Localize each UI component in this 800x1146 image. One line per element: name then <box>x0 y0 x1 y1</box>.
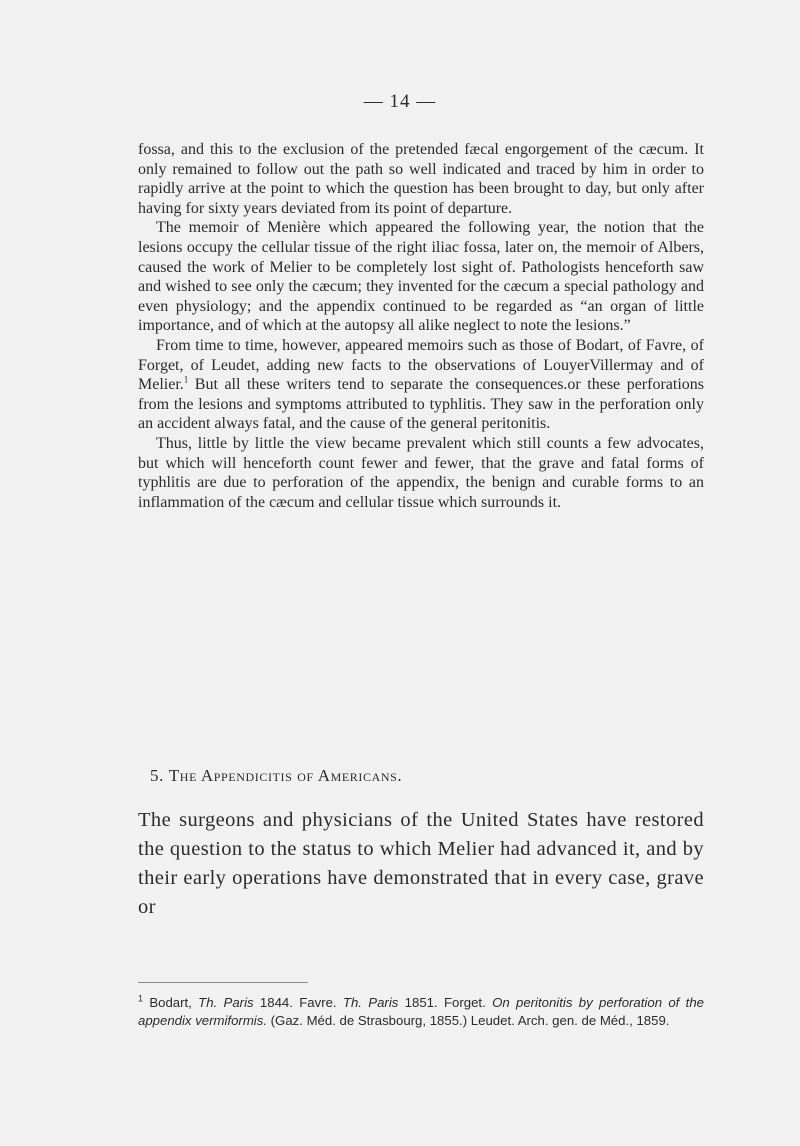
large-print-paragraph <box>138 806 704 922</box>
paragraph-2: The memoir of Menière which appeared the following year, the notion that the lesions occupy the cellular tissue of the right iliac fossa, later on, the memoir of Albers, caused the work of Melier to be completely lost sight of. Pathologists henceforth saw and wished to see only the cæcum; they invented for the cæcum a special pathology and even physiology; and the appendix continued to be regarded as “an organ of little importance, and of which at the autopsy all alike neglect to note the lesions.” <box>138 219 704 335</box>
paragraph-3-text: From time to time, however, appeared memoirs such as those of Bodart, of Favre, of Forget, of Leudet, adding new facts to the observations of LouyerVillermay and of Melier. <box>138 336 704 394</box>
footnote-reference: 1 <box>183 374 189 385</box>
paragraph-3 <box>138 336 704 434</box>
footnote-title: Th. Paris <box>198 995 254 1010</box>
footnote-text: 1844. Favre. <box>253 995 343 1010</box>
paragraph-4: Thus, little by little the view became prevalent which still counts a few advocates, but which will henceforth count fewer and fewer, that the grave and fatal forms of typhlitis are due to perforation of the appendix, the benign and curable forms to an inflammation of the cæcum and cellular tissue which surrounds it. <box>138 434 704 511</box>
body-text <box>138 140 704 512</box>
section-number: 5. <box>150 766 164 785</box>
section-title: The Appendicitis of Americans. <box>168 766 403 785</box>
footnote-divider <box>138 982 308 983</box>
section-heading <box>150 766 710 786</box>
footnote-text: Bodart, <box>143 995 199 1010</box>
footnote-text: 1851. Forget. <box>398 995 493 1010</box>
footnote <box>138 994 704 1030</box>
page-number: — 14 — <box>363 91 437 112</box>
large-print-text: The surgeons and physicians of the United States have restored the question to the status to which Melier had advanced it, and by their early operations have demonstrated that in every case, grave or <box>138 809 704 918</box>
paragraph-3-text-continued: But all these writers tend to separate the consequences.or these perforations from the lesions and symptoms attributed to typhlitis. They saw in the perforation only an accident always fatal, and the cause of the general peritonitis. <box>138 376 704 433</box>
paragraph-1: fossa, and this to the exclusion of the pretended fæcal engorgement of the cæcum. It only remained to follow out the path so well indicated and traced by him in order to rapidly arrive at the point to which the question has been brought to day, but only after having for sixty years deviated from its point of departure. <box>138 141 704 217</box>
footnote-title: On peritonitis by perforation of the appendix vermiformis. <box>138 995 704 1028</box>
footnote-text: (Gaz. Méd. de Strasbourg, 1855.) Leudet. Arch. gen. de Méd., 1859. <box>267 1013 670 1028</box>
footnote-title: Th. Paris <box>342 995 399 1010</box>
footnote-marker: 1 <box>138 993 144 1004</box>
